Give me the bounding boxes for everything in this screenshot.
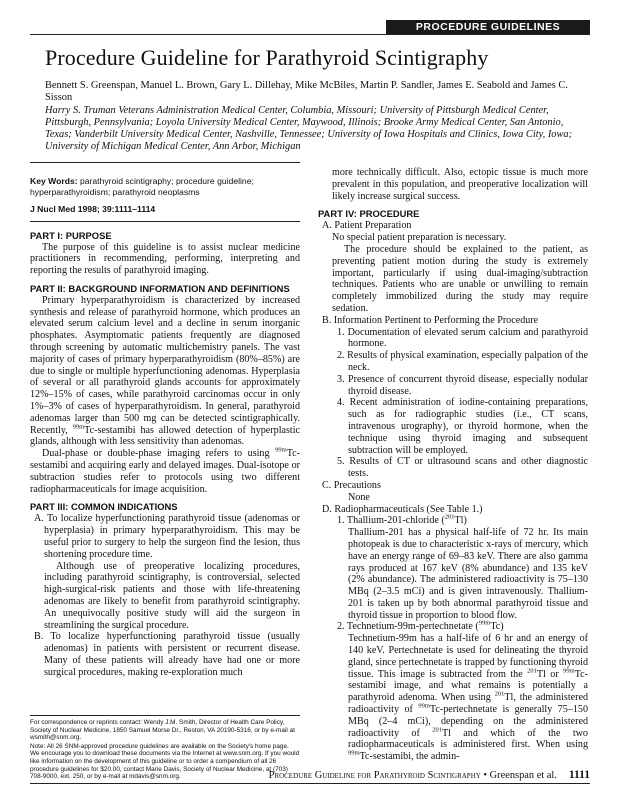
part4-item-b: B. Information Pertinent to Performing the Procedure bbox=[322, 314, 539, 326]
part3-heading: PART III: COMMON INDICATIONS bbox=[30, 501, 178, 513]
part4-item-c: C. Precautions bbox=[322, 479, 381, 491]
part4-b-item-5: 5. Results of CT or ultrasound scans and other diagnostic tests. bbox=[337, 456, 588, 480]
page-number: 1111 bbox=[568, 769, 590, 781]
part2-paragraph-2: Dual-phase or double-phase imaging refers to using $^{99m}$Tc-sestamibi and acquiring early and delayed images. Dual-isotope or subtraction studies refer to protocols using two different radiopharmaceuticals for image acquisition. bbox=[30, 446, 300, 495]
correspondence-note: For correspondence or reprints contact: Wendy J.M. Smith, Director of Health Care Policy, Society of Nuclear Medicine, 1850 Samuel Morse Dr., Reston, VA 20190-5316, or by e-mail at wsmith@snm.org. bbox=[30, 719, 295, 742]
keywords: Key Words: parathyroid scintigraphy; procedure guideline; hyperparathyroidism; parathyroid neoplasms bbox=[30, 176, 254, 197]
left-column bbox=[30, 162, 300, 679]
part4-d-item-1-text: Thallium-201 has a physical half-life of 72 hr. Its main photopeak is due to characteristic x-rays of mercury, which have an energy range of 69–83 keV. There are also gamma rays produced at 167 keV (8% abundance) and 135 keV (2% abundance). The administered radioactivity is 75–130 MBq (2–3.5 mCi) and is given intravenously. Thallium-201 is taken up by both abnormal parathyroid tissue and thyroid tissue in proportion to blood flow. bbox=[348, 527, 588, 621]
part4-item-c-text: None bbox=[348, 491, 370, 503]
part4-b-item-1: 1. Documentation of elevated serum calcium and parathyroid hormone. bbox=[337, 326, 588, 350]
citation: J Nucl Med 1998; 39:1111–1114 bbox=[30, 204, 156, 214]
keywords-box bbox=[30, 162, 300, 222]
running-authors: • Greenspan et al. bbox=[480, 770, 557, 781]
top-rule bbox=[30, 34, 590, 35]
part4-b-item-3: 3. Presence of concurrent thyroid disease, especially nodular thyroid disease. bbox=[337, 373, 588, 397]
right-column bbox=[318, 167, 588, 763]
part1-text: The purpose of this guideline is to assist nuclear medicine practitioners in recommending, performing, interpreting and reporting the results of parathyroid imaging. bbox=[30, 241, 300, 277]
page-footer bbox=[240, 769, 590, 781]
part4-d-item-1-heading: 1. Thallium-201-chloride ($^{201}$Tl) bbox=[337, 513, 467, 527]
running-title: Procedure Guideline for Parathyroid Scintigraphy bbox=[268, 770, 481, 781]
article-title: Procedure Guideline for Parathyroid Scintigraphy bbox=[45, 45, 489, 70]
part4-item-d: D. Radiopharmaceuticals (See Table 1.) bbox=[322, 503, 483, 515]
part2-heading: PART II: BACKGROUND INFORMATION AND DEFINITIONS bbox=[30, 282, 290, 294]
part2-paragraph-1: Primary hyperparathyroidism is characterized by increased synthesis and release of parathyroid hormone, which produces an elevated serum calcium level and a decline in serum inorganic phosphates. Asymptomatic patients frequently are diagnosed through screening by automatic multichemistry panels. The vast majority of cases of primary hyperparathyroidism (80%–85%) are due to single or multiple hyperfunctioning adenomas. Hyperplasia of several or all parathyroid glands accounts for approximately 12%–15% of cases, while parathyroid carcinomas occur in only 1%–3% of cases of hyperparathyroidism. In general, parathyroid adenomas larger than 500 mg can be detected scintigraphically. Recently, $^{99m}$Tc-sestamibi has allowed detection of hyperplastic glands, although with less sensitivity than adenomas. bbox=[30, 294, 300, 448]
part3-item-a: A. To localize hyperfunctioning parathyroid tissue (adenomas or hyperplasia) in primary hyperparathyroidism. This may be useful prior to surgery to help the surgeon find the lesion, thus shortening procedure time. bbox=[34, 513, 300, 560]
section-banner: PROCEDURE GUIDELINES bbox=[386, 20, 590, 34]
part4-item-a-paragraph: The procedure should be explained to the patient, as preventing patient motion during the study is extremely important, particularly if using dual-imaging/subtraction techniques. Patients who are unable or unwilling to remain completely immobilized during the study may require sedation. bbox=[332, 243, 588, 314]
author-list: Bennett S. Greenspan, Manuel L. Brown, Gary L. Dillehay, Mike McBiles, Martin P. Sandler, James E. Seabold and James C. Sisson bbox=[45, 80, 568, 103]
bottom-rule bbox=[30, 783, 590, 784]
part3-item-b-continued: more technically difficult. Also, ectopic tissue is much more prevalent in this population, and preoperative localization will likely increase surgical success. bbox=[332, 167, 588, 202]
part1-heading: PART I: PURPOSE bbox=[30, 229, 112, 241]
affiliations: Harry S. Truman Veterans Administration Medical Center, Columbia, Missouri; University of Pittsburgh Medical Center, Pittsburgh, Pennsylvania; Loyola University Medical Center, Maywood, Illinois; Brooke Army Medical Center, San Antonio, Texas; Vanderbilt University Medical Center, Nashville, Tennessee; University of Iowa Hospitals and Clinics, Iowa City, Iowa; University of Michigan Medical Center, Ann Arbor, Michigan bbox=[45, 105, 573, 152]
guidelines-note: Note: All 26 SNM-approved procedure guidelines are available on the Society's home page. We encourage you to download these documents via the Internet at www.snm.org. If you would like information on the development of this guideline or to order a compendium of all 26 procedure guidelines for $20.00, contact Marie Davis, Society of Nuclear Medicine, at (703) 708-9000, ext. 250, or by e-mail at mdavis@snm.org. bbox=[30, 742, 300, 781]
part3-item-b: B. To localize hyperfunctioning parathyroid tissue (usually adenomas) in patients with persistent or recurrent disease. Many of these patients will already have had one or more surgical procedures, making re-exploration much bbox=[34, 631, 300, 678]
part4-item-a: A. Patient Preparation bbox=[322, 220, 412, 232]
part4-d-item-2-text: Technetium-99m has a half-life of 6 hr and an energy of 140 keV. Pertechnetate is used for delineating the thyroid gland, since pertechnetate is trapped by functioning thyroid tissue. This image is subtracted from the $^{201}$Tl or $^{99m}$Tc-sestamibi image, and what remains is potentially a parathyroid adenoma. When using $^{201}$Tl, the administered radioactivity of $^{99m}$Tc-pertechnetate is generally 75–150 MBq (2–4 mCi), depending on the administered radioactivity of $^{201}$Tl and which of the two radiopharmaceuticals is administered first. When using $^{99m}$Tc-sestamibi, the admin- bbox=[348, 633, 589, 763]
part3-item-a-paragraph: Although use of preoperative localizing procedures, including parathyroid scintigraphy, is controversial, selected high-surgical-risk patients and those with life-threatening adenomas are likely to benefit from parathyroid scintigraphy. An unequivocally positive study will aid the surgeon in streamlining the surgical procedure. bbox=[44, 560, 300, 631]
part4-b-item-2: 2. Results of physical examination, especially palpation of the neck. bbox=[337, 350, 588, 373]
part4-heading: PART IV: PROCEDURE bbox=[318, 208, 420, 220]
part4-item-a-line: No special patient preparation is necessary. bbox=[332, 232, 507, 244]
part4-d-item-2-heading: 2. Technetium-99m-pertechnetate ($^{99m}$Tc) bbox=[337, 620, 504, 633]
part4-b-item-4: 4. Recent administration of iodine-containing preparations, such as for radiographic studies (i.e., CT scans, intravenous urography), or thyroid hormone, when the technique using thyroid imaging and subsequent subtraction will be employed. bbox=[337, 397, 588, 456]
